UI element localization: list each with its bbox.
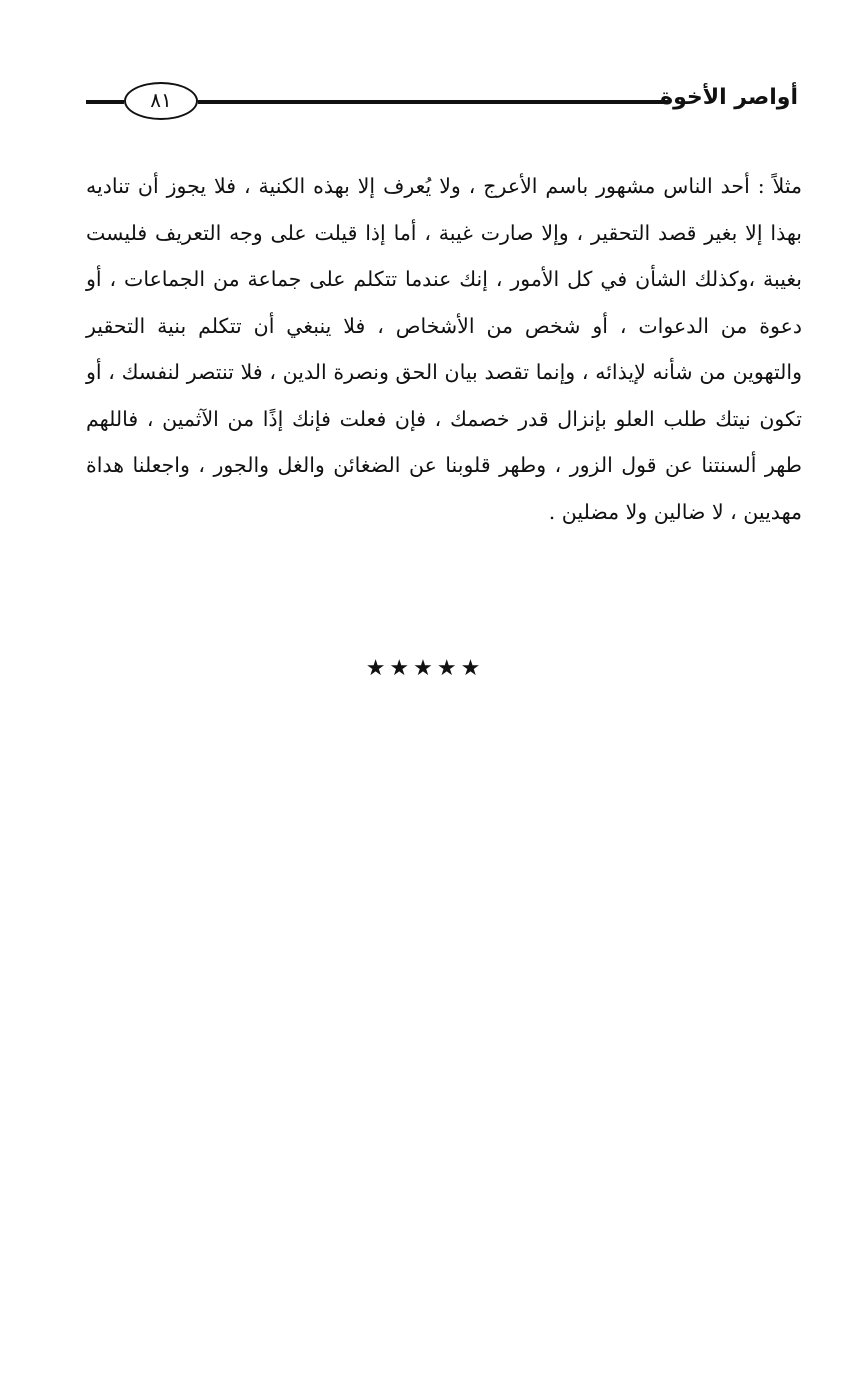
body-paragraph: مثلاً : أحد الناس مشهور باسم الأعرج ، ولا يُعرف إلا بهذه الكنية ، فلا يجوز أن تناديه بهذا إلا بغير قصد التحقير ، وإلا صارت غيبة ، أما إذا قيلت على وجه التعريف فليست بغيبة ،وكذلك الشأن في كل الأمور ، إنك عندما تتكلم على جماعة من الجماعات ، أو دعوة من الدعوات ، أو شخص من الأشخاص ، فلا ينبغي أن تتكلم بنية التحقير والتهوين من شأنه لإيذائه ، وإنما تقصد بيان الحق ونصرة الدين ، فلا تنتصر لنفسك ، أو تكون نيتك طلب العلو بإنزال قدر خصمك ، فإن فعلت فإنك إذًا من الآثمين ، فاللهم طهر ألسنتنا عن قول الزور ، وطهر قلوبنا عن الضغائن والغل والجور ، واجعلنا هداة مهديين ، لا ضالين ولا مضلين . <box>86 174 802 524</box>
page-header <box>86 78 798 122</box>
running-title: أواصر الأخوة <box>660 85 798 110</box>
page-number: ٨١ <box>124 82 198 120</box>
header-rule-left <box>86 100 124 104</box>
section-divider-stars: ★★★★★ <box>365 656 485 681</box>
header-rule-right <box>198 100 668 104</box>
